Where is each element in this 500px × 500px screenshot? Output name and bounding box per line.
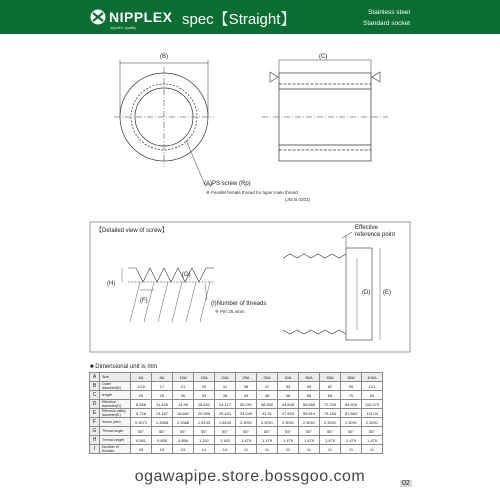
table-cell: 20.955 xyxy=(194,409,215,418)
size-cell: 100A xyxy=(362,373,383,382)
table-cell: 1.479 xyxy=(257,436,278,445)
thread-standard: (JIS B 0203) xyxy=(285,197,311,202)
table-cell: 26.441 xyxy=(215,409,236,418)
size-cell: 25A xyxy=(236,373,257,382)
table-row xyxy=(90,409,383,418)
row-name: Thread angle xyxy=(100,427,131,436)
material-label: Stainless steel xyxy=(368,9,410,16)
table-cell: 26 xyxy=(173,391,194,400)
table-cell: 43 xyxy=(236,391,257,400)
table-cell: 19 xyxy=(152,445,173,454)
table-cell: 55° xyxy=(362,427,383,436)
table-cell: 11 xyxy=(362,445,383,454)
table-cell: 1.8143 xyxy=(215,418,236,427)
table-cell: 48 xyxy=(278,391,299,400)
table-row xyxy=(90,436,383,445)
nipplex-logo-icon xyxy=(90,9,106,25)
row-key: G xyxy=(90,427,100,436)
table-cell: 11 xyxy=(299,445,320,454)
table-cell: 47.803 xyxy=(278,409,299,418)
dim-g-label: (G) xyxy=(182,272,191,278)
product-label: Standard socket xyxy=(363,20,410,27)
size-cell: 32A xyxy=(257,373,278,382)
table-cell: 69 xyxy=(299,382,320,391)
thread-type-label: (A)PS screw (Rp) xyxy=(204,181,251,187)
table-cell: 55° xyxy=(194,427,215,436)
row-name: Effective diameter(D) xyxy=(100,400,131,409)
row-key: C xyxy=(90,391,100,400)
size-cell: 50A xyxy=(299,373,320,382)
table-row xyxy=(90,391,383,400)
dim-c-label: (C) xyxy=(319,54,328,60)
row-key: B xyxy=(90,382,100,391)
table-cell: 56.656 xyxy=(299,400,320,409)
dim-h-label: (H) xyxy=(107,281,116,287)
table-cell: 31 xyxy=(215,382,236,391)
row-key: F xyxy=(90,418,100,427)
table-cell: 72.226 xyxy=(320,400,341,409)
table-cell: 55° xyxy=(257,427,278,436)
size-cell: 80A xyxy=(341,373,362,382)
table-cell: 1.3368 xyxy=(173,418,194,427)
table-cell: 70 xyxy=(341,391,362,400)
table-cell: 55° xyxy=(236,427,257,436)
table-cell: 14.95 xyxy=(173,400,194,409)
thread-note: ※ Parallel female thread for taper male thread xyxy=(206,190,298,195)
table-cell: 44.845 xyxy=(278,400,299,409)
table-cell: 0.581 xyxy=(131,436,152,445)
table-cell: 30.291 xyxy=(236,400,257,409)
row-key: E xyxy=(90,409,100,418)
table-cell: 59.614 xyxy=(299,409,320,418)
table-cell: 55° xyxy=(299,427,320,436)
table-cell: 55° xyxy=(152,427,173,436)
row-name: Outer diameter(B) xyxy=(100,382,131,391)
table-cell: 33.249 xyxy=(236,409,257,418)
socket-front-view xyxy=(114,60,214,185)
table-cell: 55° xyxy=(341,427,362,436)
row-name: Screw pitch xyxy=(100,418,131,427)
table-cell: 110.072 xyxy=(362,400,383,409)
table-cell: 38 xyxy=(236,382,257,391)
table-cell: 14 xyxy=(215,445,236,454)
table-cell: 2.3091 xyxy=(236,418,257,427)
table-cell: 21 xyxy=(173,382,194,391)
row-name: Number of threads xyxy=(100,445,131,454)
table-cell: 11 xyxy=(257,445,278,454)
header-bar xyxy=(0,0,500,34)
table-cell: 55° xyxy=(173,427,194,436)
table-cell: 9.728 xyxy=(131,409,152,418)
table-cell: 2.3091 xyxy=(341,418,362,427)
table-cell: 1.479 xyxy=(299,436,320,445)
table-cell: 87.884 xyxy=(341,409,362,418)
table-cell: 1.3368 xyxy=(152,418,173,427)
technical-drawing xyxy=(0,34,500,364)
table-cell: 16.662 xyxy=(173,409,194,418)
table-cell: 1.479 xyxy=(236,436,257,445)
table-row xyxy=(90,382,383,391)
thread-profile xyxy=(122,268,214,322)
table-row xyxy=(90,445,383,454)
threads-note: ※ Per 25.4mm xyxy=(215,309,245,314)
table-row xyxy=(90,427,383,436)
dim-b-label: (B) xyxy=(160,54,168,60)
detail-frame xyxy=(90,222,410,352)
socket-side-view xyxy=(262,60,388,161)
table-cell: 13.8 xyxy=(131,382,152,391)
header-size: Size xyxy=(100,373,131,382)
table-cell: 55° xyxy=(278,427,299,436)
header-key-a: A xyxy=(90,373,100,382)
table-cell: 1.479 xyxy=(362,436,383,445)
dim-e-label: (E) xyxy=(383,290,391,296)
table-cell: 95 xyxy=(341,382,362,391)
table-cell: 1.8143 xyxy=(194,418,215,427)
table-body xyxy=(90,382,383,454)
row-name: length xyxy=(100,391,131,400)
table-cell: 55° xyxy=(320,427,341,436)
table-row xyxy=(90,418,383,427)
table-cell: 2.3091 xyxy=(299,418,320,427)
table-row xyxy=(90,400,383,409)
table-cell: 38.952 xyxy=(257,400,278,409)
size-cell: 15A xyxy=(194,373,215,382)
table-cell: 41.91 xyxy=(257,409,278,418)
page-title: spec【Straight】 xyxy=(182,11,296,28)
table-cell: 53 xyxy=(278,382,299,391)
table-cell: 20 xyxy=(131,391,152,400)
size-cell: 10A xyxy=(173,373,194,382)
table-cell: 25 xyxy=(194,382,215,391)
table-cell: 19 xyxy=(173,445,194,454)
table-cell: 0.856 xyxy=(173,436,194,445)
brand-name: NIPPLEX xyxy=(109,9,173,25)
table-cell: 0.856 xyxy=(152,436,173,445)
table-cell: 11 xyxy=(320,445,341,454)
table-cell: 84 xyxy=(362,391,383,400)
table-cell: 18.631 xyxy=(194,400,215,409)
threads-label: (I)Number of threads xyxy=(211,301,267,307)
size-cell: 6A xyxy=(131,373,152,382)
spec-table xyxy=(89,372,383,454)
table-cell: 2.3091 xyxy=(320,418,341,427)
brand-tagline: nippleX quality xyxy=(110,25,137,30)
row-name: Thread height xyxy=(100,436,131,445)
table-cell: 2.3091 xyxy=(362,418,383,427)
table-cell: 2.3091 xyxy=(257,418,278,427)
detail-title: 【Detailed view of screw】 xyxy=(96,228,168,234)
table-cell: 1.479 xyxy=(341,436,362,445)
table-cell: 1.479 xyxy=(278,436,299,445)
table-cell: 36 xyxy=(215,391,236,400)
table-cell: 113.03 xyxy=(362,409,383,418)
table-cell: 2.3091 xyxy=(278,418,299,427)
table-cell: 1.162 xyxy=(215,436,236,445)
table-cell: 11 xyxy=(341,445,362,454)
watermark: ogawapipe.store.bossgoo.com xyxy=(134,468,366,485)
table-cell: 65 xyxy=(320,391,341,400)
table-cell: 56 xyxy=(299,391,320,400)
table-cell: 0.9071 xyxy=(131,418,152,427)
row-key: I xyxy=(90,445,100,454)
row-name: Effective valley diameter(E) xyxy=(100,409,131,418)
row-key: H xyxy=(90,436,100,445)
table-cell: 33 xyxy=(194,391,215,400)
size-cell: 65A xyxy=(320,373,341,382)
table-cell: 55° xyxy=(131,427,152,436)
size-cell: 40A xyxy=(278,373,299,382)
header-subtitle xyxy=(363,7,410,29)
table-cell: 8.566 xyxy=(131,400,152,409)
size-cell: 20A xyxy=(215,373,236,382)
table-cell: 17 xyxy=(152,382,173,391)
table-cell: 11.445 xyxy=(152,400,173,409)
table-cell: 82 xyxy=(320,382,341,391)
page-number: 02 xyxy=(402,480,410,487)
table-cell: 121 xyxy=(362,382,383,391)
size-cell: 8A xyxy=(152,373,173,382)
table-cell: 14 xyxy=(194,445,215,454)
threaded-bore xyxy=(283,232,380,340)
table-cell: 84.926 xyxy=(341,400,362,409)
table-cell: 11 xyxy=(236,445,257,454)
table-cell: 25 xyxy=(152,391,173,400)
table-cell: 1.162 xyxy=(194,436,215,445)
dim-f-label: (F) xyxy=(140,298,148,304)
table-cell: 24.117 xyxy=(215,400,236,409)
table-header-row xyxy=(90,373,383,382)
table-cell: 75.184 xyxy=(320,409,341,418)
table-cell: 13.157 xyxy=(152,409,173,418)
table-title: ■ Dimensional unit is mm xyxy=(90,364,158,370)
dim-d-label: (D) xyxy=(362,290,371,296)
table-cell: 11 xyxy=(278,445,299,454)
table-cell: 28 xyxy=(131,445,152,454)
ref-point-label-1: Effective xyxy=(355,225,378,231)
table-cell: 55° xyxy=(215,427,236,436)
ref-point-label-2: reference point xyxy=(355,232,396,238)
table-cell: 47 xyxy=(257,382,278,391)
table-cell: 1.479 xyxy=(320,436,341,445)
row-key: D xyxy=(90,400,100,409)
table-cell: 48 xyxy=(257,391,278,400)
